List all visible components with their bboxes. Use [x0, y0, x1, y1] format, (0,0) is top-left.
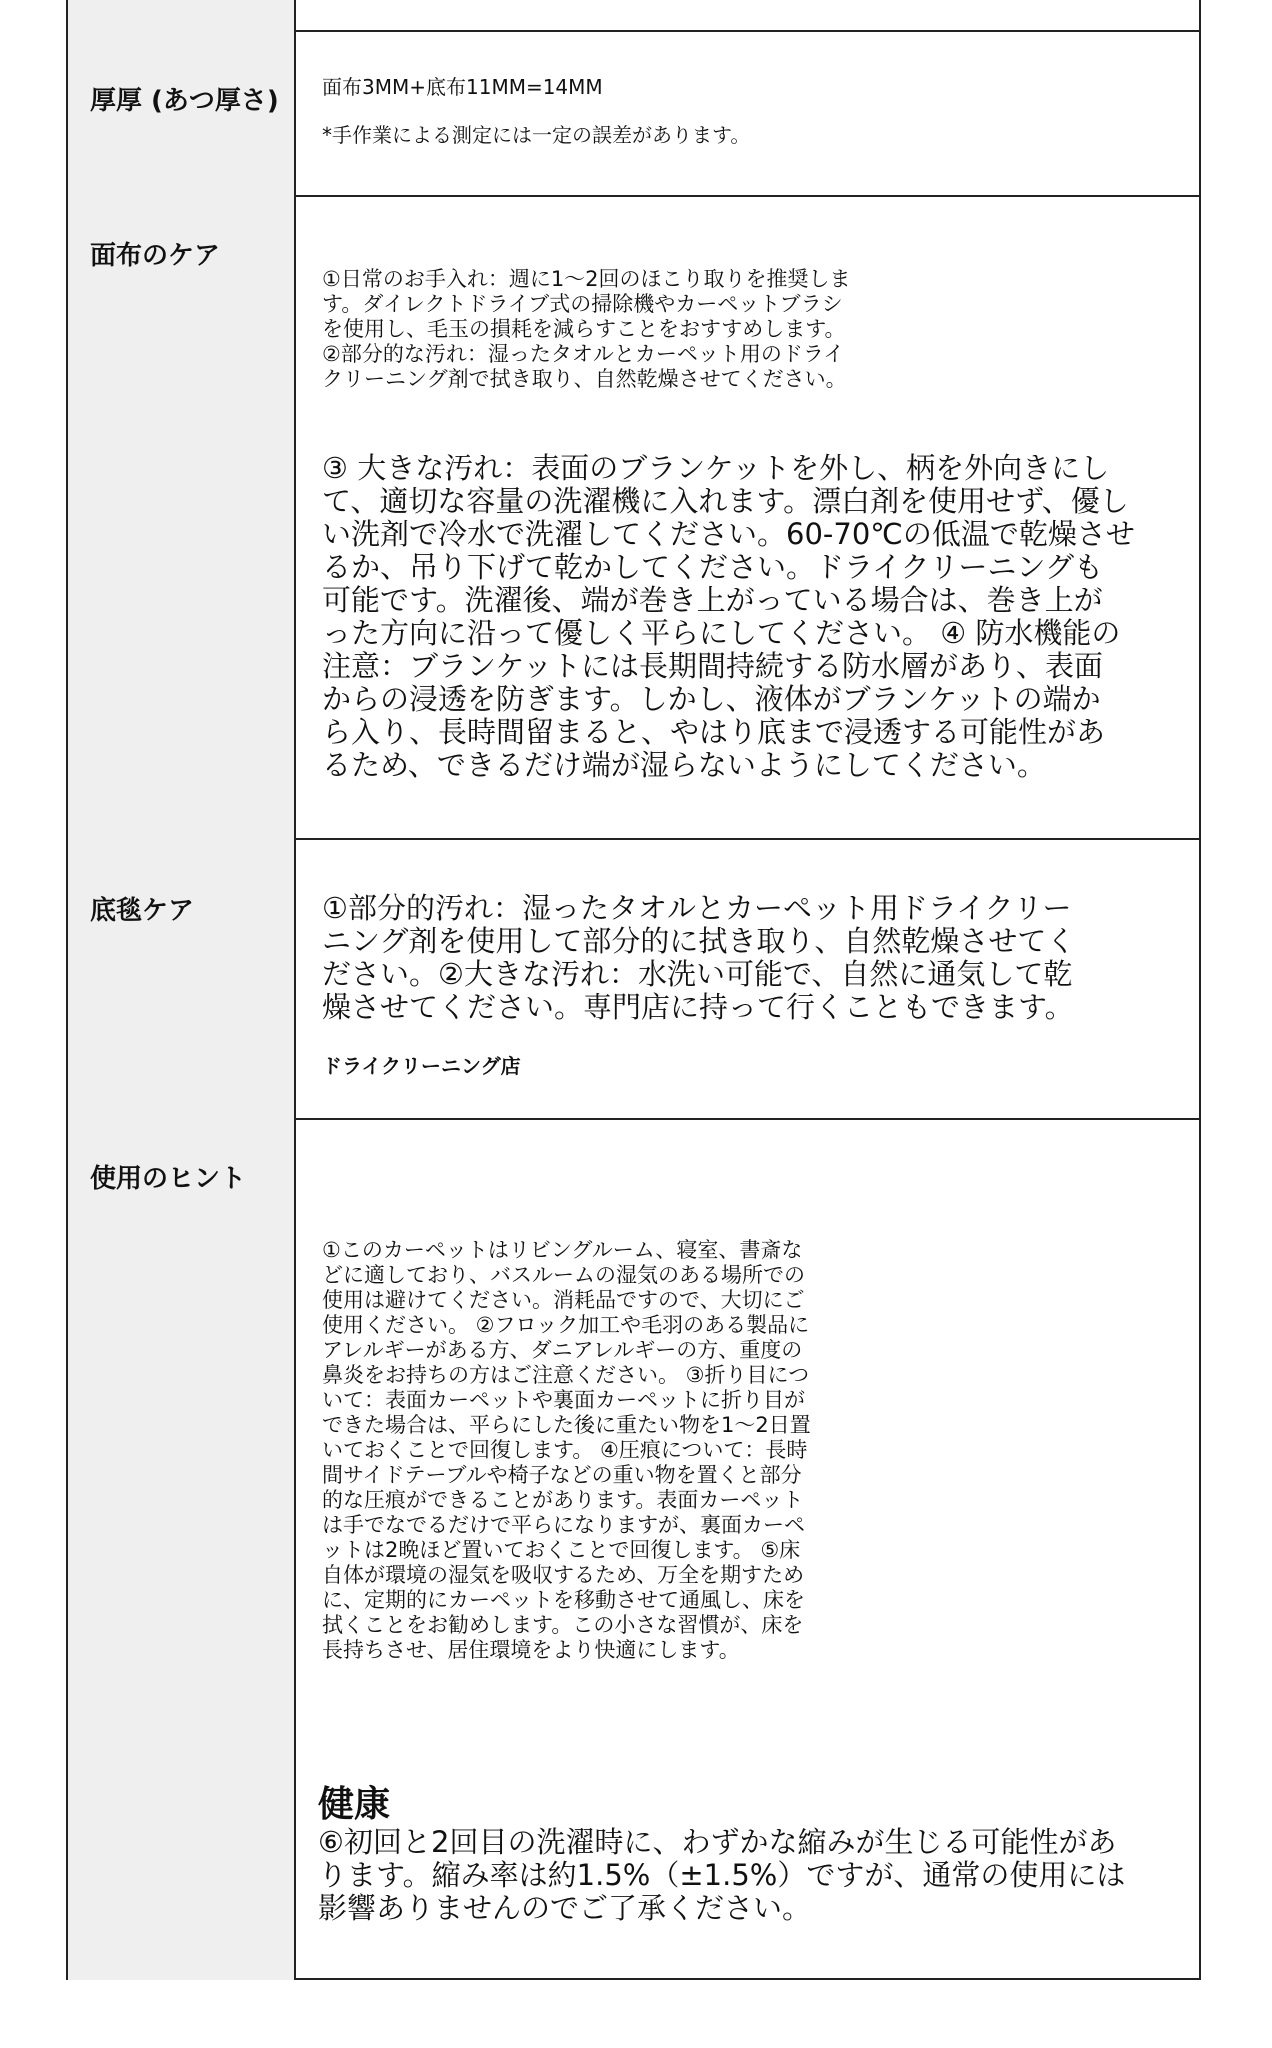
spec-table — [66, 0, 1201, 1980]
label-cell — [68, 30, 296, 195]
row-label-usage-tips: 使用のヒント — [90, 1164, 247, 1194]
row-label-surface-care: 面布のケア — [90, 241, 221, 271]
usage-tips-text: ①このカーペットはリビングルーム、寝室、書斎な どに適しており、バスルームの湿気のある場所での 使用は避けてください。消耗品ですので、大切にご 使用ください。 ②フロック加工や毛羽のある製品に アレルギーがある方、ダニアレルギーの方、重度の 鼻炎をお持ちの方はご注意ください。 ③折り目につ いて：表面カーペットや裏面カーペットに折り目が できた場合は、平らにした後に重たい物を1〜2日置 いておくことで回復します。 ④圧痕について：長時 間サイドテーブルや椅子などの重い物を置くと部分 的な圧痕ができることがあります。表面カーペット は手でなでるだけで平らになりますが、裏面カーペ ットは2晩ほど置いておくことで回復します。 ⑤床 自体が環境の湿気を吸収するため、万全を期すため に、定期的にカーペットを移動させて通風し、床を 拭くことをお勧めします。この小さな習慣が、床を 長持ちさせ、居住環境をより快適にします。 — [322, 1238, 811, 1662]
health-heading: 健康 — [318, 1784, 391, 1825]
label-cell — [68, 195, 296, 838]
surface-care-washing: ③ 大きな汚れ：表面のブランケットを外し、柄を外向きにし て、適切な容量の洗濯機に入れます。漂白剤を使用せず、優し い洗剤で冷水で洗濯してください。60-70℃の低温で乾燥させ るか、吊り下げて乾かしてください。ドライクリーニングも 可能です。洗濯後、端が巻き上がっている場合は、巻き上が った方向に沿って優しく平らにしてください。 ④ 防水機能の 注意：ブランケットには長期間持続する防水層があり、表面 からの浸透を防ぎます。しかし、液体がブランケットの端か ら入り、長時間留まると、やはり底まで浸透する可能性があ るため、できるだけ端が湿らないようにしてください。 — [322, 451, 1135, 782]
label-cell — [68, 1118, 296, 1980]
surface-care-daily: ①日常のお手入れ：週に1〜2回のほこり取りを推奨しま す。ダイレクトドライブ式の掃除機やカーペットブラシ を使用し、毛玉の損耗を減らすことをおすすめします。 ②部分的な汚れ：湿ったタオルとカーペット用のドライ クリーニング剤で拭き取り、自然乾燥させてください。 — [322, 267, 851, 391]
thickness-note: *手作業による測定には一定の誤差があります。 — [322, 123, 751, 147]
label-cell — [68, 0, 296, 30]
label-cell — [68, 838, 296, 1118]
table-row-top — [68, 0, 1199, 32]
base-care-note: ドライクリーニング店 — [322, 1054, 521, 1078]
content-cell — [296, 195, 1199, 838]
health-text: ⑥初回と2回目の洗濯時に、わずかな縮みが生じる可能性があ ります。縮み率は約1.5%（±1.5%）ですが、通常の使用には 影響ありませんのでご了承ください。 — [318, 1825, 1126, 1925]
table-row-usage-tips — [68, 1118, 1199, 1980]
thickness-spec: 面布3MM+底布11MM=14MM — [322, 75, 603, 99]
base-care-text: ①部分的汚れ：湿ったタオルとカーペット用ドライクリー ニング剤を使用して部分的に拭き取り、自然乾燥させてく ださい。②大きな汚れ：水洗い可能で、自然に通気して乾 燥させてください。専門店に持って行くこともできます。 — [322, 891, 1076, 1024]
content-cell — [296, 838, 1199, 1118]
table-row-surface-care — [68, 195, 1199, 840]
table-row-base-care — [68, 838, 1199, 1120]
content-cell — [296, 1118, 1199, 1980]
row-label-base-care: 底毯ケア — [90, 896, 195, 926]
row-label-thickness: 厚厚 (あつ厚さ) — [90, 86, 279, 116]
table-row-thickness — [68, 30, 1199, 197]
content-cell — [296, 30, 1199, 195]
